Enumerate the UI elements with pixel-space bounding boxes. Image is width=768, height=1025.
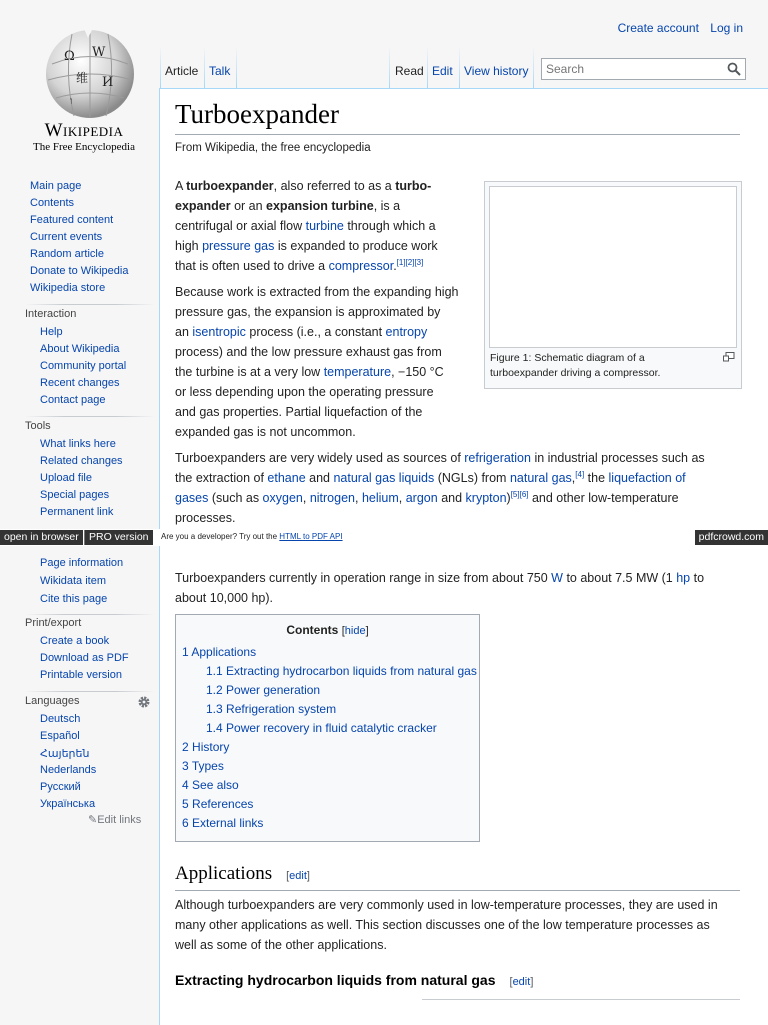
link-hp[interactable]: hp <box>676 571 691 585</box>
link-watt[interactable]: W <box>551 571 563 585</box>
sidebar-divider <box>25 416 155 417</box>
logo-tagline: The Free Encyclopedia <box>32 141 135 153</box>
figure-top-edge <box>422 999 740 1000</box>
link-isentropic[interactable]: isentropic <box>192 325 246 339</box>
tab-separator <box>427 46 428 88</box>
edit-section-link[interactable]: edit <box>289 870 307 882</box>
toc-item[interactable]: 6 External links <box>182 816 264 830</box>
link-ethane[interactable]: ethane <box>267 471 306 485</box>
citation-4[interactable]: [4] <box>575 469 585 479</box>
create-account-link[interactable]: Create account <box>617 21 699 35</box>
article-content: Turboexpander From Wikipedia, the free encyclopedia A turboexpander, also referred to as a turbo- expander or an expansion turbine, is a centrifugal or axial flow turbine through which a high pressure gas is expanded to produce work that is often used to drive a compressor.[1][2][3] Because work is extracted from the expanding high pressure gas, the expansion is approximated by an isentropic process (i.e., a constant entropy process) and the low pressure exhaust gas from the turbine is at a very low temperature, −150 °C or less depending upon the operating pressure and gas properties. Partial liquefaction of the expanded gas is not uncommon. Figure 1: Schematic diagram of a turboexpander driving a compressor. Turboexpanders are very widely used as sources of refrigeration in industrial processes such as the extraction of ethane and natural gas liquids (NGLs) from natural gas,[4] the liquefaction of gases (such as oxygen, nitrogen, helium, argon and krypton)[5][6] and other low-temperature processes. Turboexpanders currently in operation range in size from about 750 W to about 7.5 MW (1 hp to about 10,000 hp). Contents [hide] 1 Applications 1.1 Extracting hydrocarbon liquids from natural gas 1.2 Power generation 1.3 Refrigeration system 1.4 Power recovery in fluid catalytic cracker 2 History 3 Types 4 See also 5 References 6 External links Applications [edit] Although turboexpanders are very commonly used in low-temperature processes, they are used in many other applications as well. This section discusses one of the low temperature processes as well as some of the other applications. Extracting hydrocarbon liquids from natural gas [edit] <box>159 88 768 1025</box>
tab-edit[interactable]: Edit <box>432 64 453 78</box>
toc-item[interactable]: 1.2 Power generation <box>206 683 321 697</box>
logo-wordmark: Wikipedia <box>44 120 124 141</box>
link-argon[interactable]: argon <box>405 491 438 505</box>
nav-wikidata-item[interactable]: Wikidata item <box>40 575 107 587</box>
figure-thumbnail <box>484 181 742 389</box>
nav-wikipedia-store[interactable]: Wikipedia store <box>30 282 106 294</box>
tab-read[interactable]: Read <box>395 64 424 78</box>
nav-upload-file[interactable]: Upload file <box>40 472 92 484</box>
pdfcrowd-banner <box>0 529 768 546</box>
nav-page-information[interactable]: Page information <box>40 557 124 569</box>
link-turbine[interactable]: turbine <box>305 219 344 233</box>
svg-text:ו: ו <box>70 96 73 107</box>
toc-item[interactable]: 5 References <box>182 797 254 811</box>
toc-hide-toggle[interactable]: hide <box>344 625 366 637</box>
toc-item[interactable]: 1.1 Extracting hydrocarbon liquids from natural gas <box>206 664 477 678</box>
lang-russian[interactable]: Русский <box>40 781 81 793</box>
html-to-pdf-api-link[interactable]: HTML to PDF API <box>279 532 343 541</box>
pencil-icon: ✎ <box>88 814 98 826</box>
svg-text:维: 维 <box>76 71 89 85</box>
languages-heading: Languages <box>25 695 80 707</box>
sidebar-divider <box>25 304 155 305</box>
open-in-browser-button[interactable]: open in browser <box>0 530 83 545</box>
nav-cite-this-page[interactable]: Cite this page <box>40 593 108 605</box>
link-temperature[interactable]: temperature <box>323 365 392 379</box>
citation-1-2-3[interactable]: [1][2][3] <box>396 257 424 267</box>
site-subtitle: From Wikipedia, the free encyclopedia <box>175 142 371 154</box>
sidebar-divider <box>25 614 155 615</box>
toc-item[interactable]: 1.3 Refrigeration system <box>206 702 337 716</box>
edit-section-link[interactable]: edit <box>512 976 531 988</box>
link-gases[interactable]: gases <box>175 491 209 505</box>
nav-printable-version[interactable]: Printable version <box>40 669 122 681</box>
applications-heading: Applications [edit] <box>175 863 310 884</box>
page-title: Turboexpander <box>175 99 339 129</box>
svg-text:И: И <box>102 75 114 90</box>
nav-help[interactable]: Help <box>40 326 63 338</box>
tab-separator <box>204 46 205 88</box>
toc-item[interactable]: 4 See also <box>182 778 239 792</box>
link-liquefaction[interactable]: liquefaction of <box>608 471 686 485</box>
nav-main-page[interactable]: Main page <box>30 180 82 192</box>
tab-separator <box>533 46 534 88</box>
link-oxygen[interactable]: oxygen <box>262 491 303 505</box>
search-box <box>541 58 746 80</box>
lang-deutsch[interactable]: Deutsch <box>40 713 81 725</box>
enlarge-icon[interactable] <box>723 352 735 362</box>
tab-view-history[interactable]: View history <box>464 64 529 78</box>
extracting-heading: Extracting hydrocarbon liquids from natural gas [edit] <box>175 972 534 988</box>
toc-item[interactable]: 2 History <box>182 740 230 754</box>
wikipedia-globe-icon <box>42 24 138 120</box>
nav-current-events[interactable]: Current events <box>30 231 103 243</box>
personal-tools <box>610 21 743 35</box>
tools-heading: Tools <box>25 420 51 432</box>
link-krypton[interactable]: krypton <box>465 491 507 505</box>
tab-separator <box>236 46 237 88</box>
wikipedia-logo[interactable] <box>14 18 154 163</box>
tab-article[interactable]: Article <box>165 64 199 78</box>
interaction-heading: Interaction <box>25 308 77 320</box>
link-refrigeration[interactable]: refrigeration <box>464 451 531 465</box>
svg-text:W: W <box>92 45 106 60</box>
lang-ukrainian[interactable]: Українська <box>40 798 96 810</box>
citation-5-6[interactable]: [5][6] <box>510 489 529 499</box>
lang-armenian[interactable]: Հայերեն <box>40 748 90 760</box>
link-compressor[interactable]: compressor <box>328 259 394 273</box>
search-input[interactable] <box>546 61 721 77</box>
lang-nederlands[interactable]: Nederlands <box>40 764 97 776</box>
tab-separator <box>389 46 390 88</box>
nav-special-pages[interactable]: Special pages <box>40 489 110 501</box>
search-icon[interactable] <box>727 62 741 76</box>
link-gas[interactable]: gas <box>254 239 275 253</box>
link-natural-gas[interactable]: natural gas <box>509 471 572 485</box>
nav-recent-changes[interactable]: Recent changes <box>40 377 120 389</box>
sidebar-divider <box>25 691 155 692</box>
nav-what-links-here[interactable]: What links here <box>40 438 116 450</box>
edit-links[interactable]: ✎Edit links <box>88 814 142 826</box>
nav-download-pdf[interactable]: Download as PDF <box>40 652 129 664</box>
toc-item[interactable]: 3 Types <box>182 759 224 773</box>
heading-divider <box>175 890 740 891</box>
nav-random-article[interactable]: Random article <box>30 248 104 260</box>
figure-image[interactable] <box>489 186 737 348</box>
link-entropy[interactable]: entropy <box>385 325 428 339</box>
language-settings-gear-icon[interactable] <box>137 695 151 709</box>
link-ngl[interactable]: natural gas liquids <box>333 471 435 485</box>
pro-version-button[interactable]: PRO version <box>84 530 153 545</box>
nav-contents[interactable]: Contents <box>30 197 75 209</box>
nav-create-book[interactable]: Create a book <box>40 635 110 647</box>
nav-featured-content[interactable]: Featured content <box>30 214 114 226</box>
tab-talk[interactable]: Talk <box>209 64 231 78</box>
table-of-contents <box>175 614 480 842</box>
toc-item[interactable]: 1.4 Power recovery in fluid catalytic cracker <box>206 721 437 735</box>
tab-separator <box>459 46 460 88</box>
nav-contact-page[interactable]: Contact page <box>40 394 106 406</box>
lang-espanol[interactable]: Español <box>40 730 80 742</box>
tab-separator <box>160 46 161 88</box>
nav-permanent-link[interactable]: Permanent link <box>40 506 114 518</box>
link-pressure[interactable]: pressure <box>202 239 251 253</box>
nav-related-changes[interactable]: Related changes <box>40 455 123 467</box>
nav-about[interactable]: About Wikipedia <box>40 343 120 355</box>
link-nitrogen[interactable]: nitrogen <box>309 491 355 505</box>
toc-item[interactable]: 1 Applications <box>182 645 257 659</box>
developer-promo: Are you a developer? Try out the HTML to PDF API <box>161 532 343 541</box>
print-export-heading: Print/export <box>25 617 82 629</box>
link-helium[interactable]: helium <box>361 491 399 505</box>
pdfcrowd-site-link[interactable]: pdfcrowd.com <box>695 530 768 545</box>
title-divider <box>175 134 740 135</box>
svg-text:Ω: Ω <box>64 49 75 64</box>
nav-donate[interactable]: Donate to Wikipedia <box>30 265 129 277</box>
toc-title: Contents [hide] <box>286 623 369 637</box>
figure-caption: Figure 1: Schematic diagram of a turboexpander driving a compressor. <box>490 352 661 379</box>
log-in-link[interactable]: Log in <box>710 21 743 35</box>
nav-community-portal[interactable]: Community portal <box>40 360 127 372</box>
